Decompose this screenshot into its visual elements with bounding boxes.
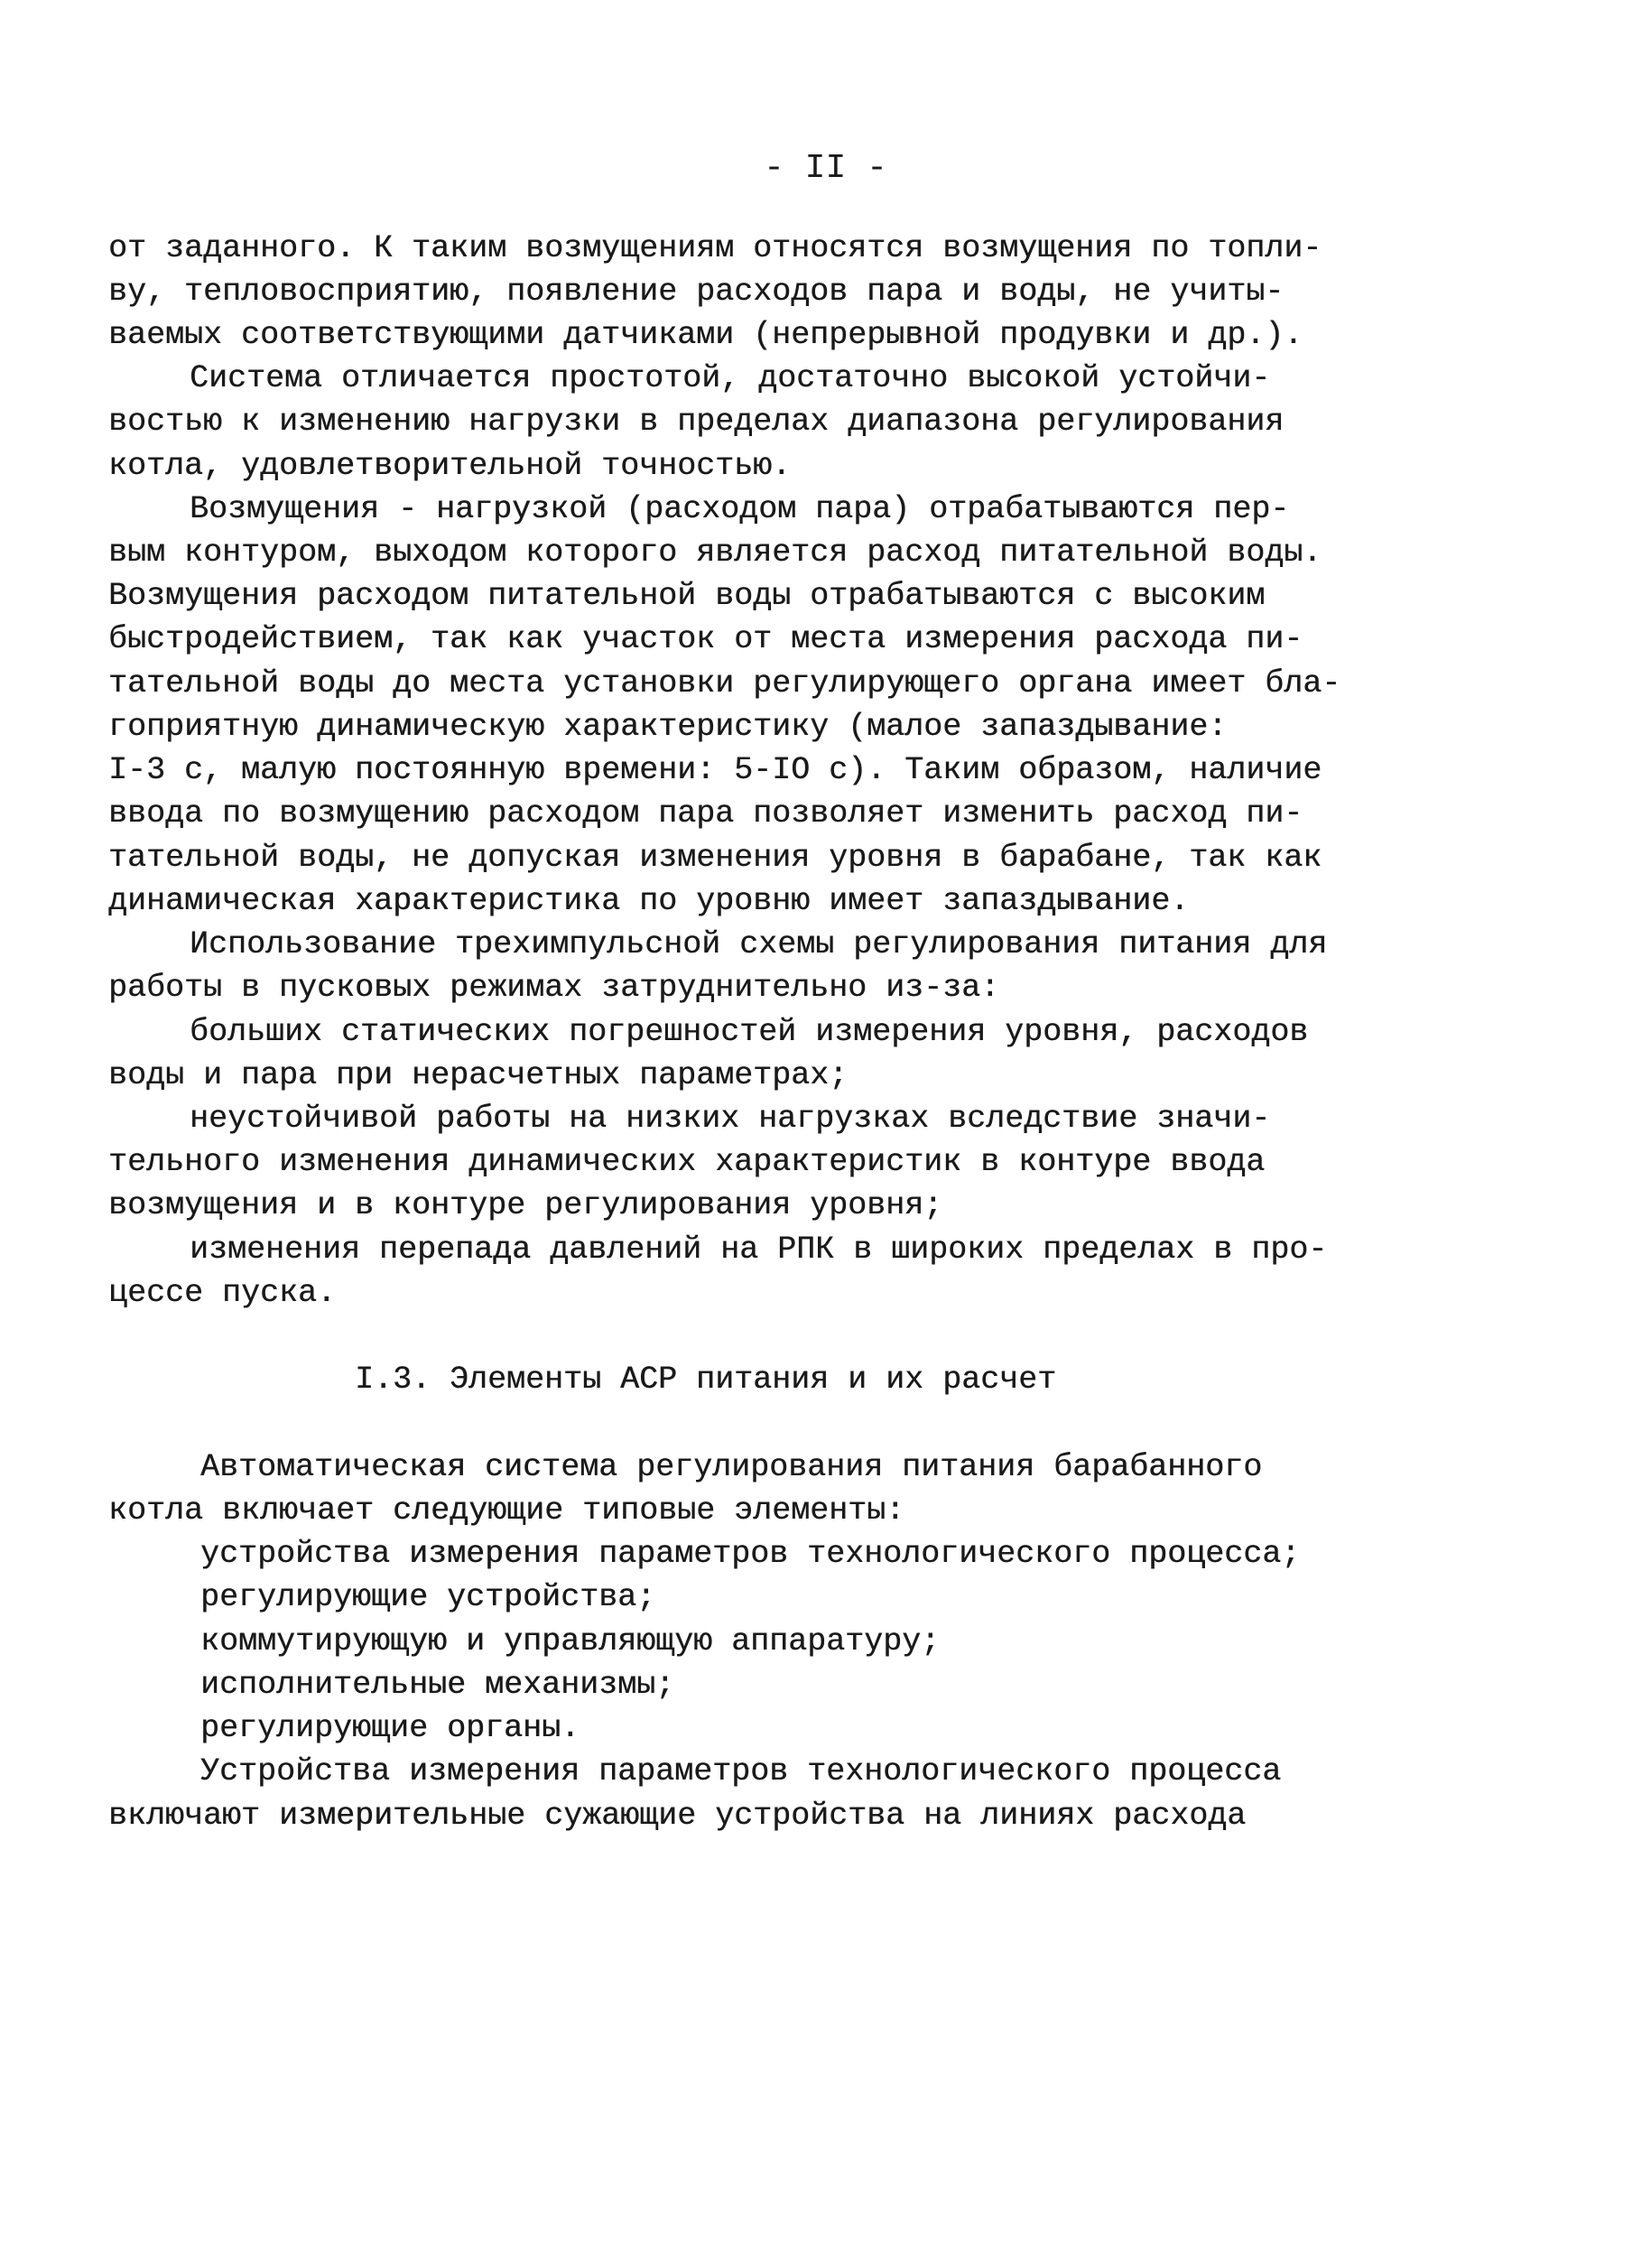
text-line: тательной воды, не допуская изменения уровня в барабане, так как bbox=[108, 840, 1322, 876]
text-line: динамическая характеристика по уровню имеет запаздывание. bbox=[108, 883, 1190, 919]
text-line: коммутирующую и управляющую аппаратуру; bbox=[200, 1623, 941, 1659]
text-line: Автоматическая система регулирования питания барабанного bbox=[200, 1449, 1263, 1485]
text-line: котла, удовлетворительной точностью. bbox=[108, 448, 792, 484]
text-line: изменения перепада давлений на РПК в широких пределах в про- bbox=[190, 1232, 1328, 1268]
text-line: котла включает следующие типовые элементы: bbox=[108, 1492, 905, 1529]
text-line: исполнительные механизмы; bbox=[200, 1667, 675, 1703]
page-number: - II - bbox=[764, 149, 887, 188]
text-line: Система отличается простотой, достаточно высокой устойчи- bbox=[190, 360, 1271, 396]
text-line: регулирующие органы. bbox=[200, 1710, 580, 1746]
text-line: тательной воды до места установки регулирующего органа имеет бла- bbox=[108, 665, 1341, 702]
text-line: тельного изменения динамических характеристик в контуре ввода bbox=[108, 1144, 1266, 1180]
text-line: от заданного. К таким возмущениям относятся возмущения по топли- bbox=[108, 230, 1322, 266]
text-line: востью к изменению нагрузки в пределах диапазона регулирования bbox=[108, 404, 1285, 440]
text-line: ввода по возмущению расходом пара позволяет изменить расход пи- bbox=[108, 795, 1303, 832]
text-line: ваемых соответствующими датчиками (непрерывной продувки и др.). bbox=[108, 317, 1303, 353]
text-line: работы в пусковых режимах затруднительно из-за: bbox=[108, 970, 1000, 1006]
text-line: цессе пуска. bbox=[108, 1275, 337, 1311]
text-line: регулирующие устройства; bbox=[200, 1579, 656, 1615]
text-line: вым контуром, выходом которого является расход питательной воды. bbox=[108, 534, 1322, 571]
text-line: Использование трехимпульсной схемы регулирования питания для bbox=[190, 926, 1328, 962]
text-line: I-3 с, малую постоянную времени: 5-IO с). Таким образом, наличие bbox=[108, 752, 1322, 788]
text-line: ву, тепловосприятию, появление расходов пара и воды, не учиты- bbox=[108, 274, 1285, 310]
text-line: включают измерительные сужающие устройства на линиях расхода bbox=[108, 1798, 1247, 1834]
section-heading: I.3. Элементы АСР питания и их расчет bbox=[355, 1362, 1057, 1398]
text-line: устройства измерения параметров технологического процесса; bbox=[200, 1536, 1301, 1572]
text-line: неустойчивой работы на низких нагрузках вследствие значи- bbox=[190, 1101, 1271, 1137]
text-line: Возмущения расходом питательной воды отрабатываются с высоким bbox=[108, 578, 1266, 614]
text-line: возмущения и в контуре регулирования уровня; bbox=[108, 1187, 943, 1223]
text-line: гоприятную динамическую характеристику (малое запаздывание: bbox=[108, 709, 1228, 745]
text-line: больших статических погрешностей измерения уровня, расходов bbox=[190, 1014, 1309, 1050]
text-line: Возмущения - нагрузкой (расходом пара) отрабатываются пер- bbox=[190, 491, 1290, 527]
text-line: быстродействием, так как участок от места измерения расхода пи- bbox=[108, 621, 1303, 657]
text-line: воды и пара при нерасчетных параметрах; bbox=[108, 1057, 849, 1093]
text-line: Устройства измерения параметров технологического процесса bbox=[200, 1753, 1282, 1789]
